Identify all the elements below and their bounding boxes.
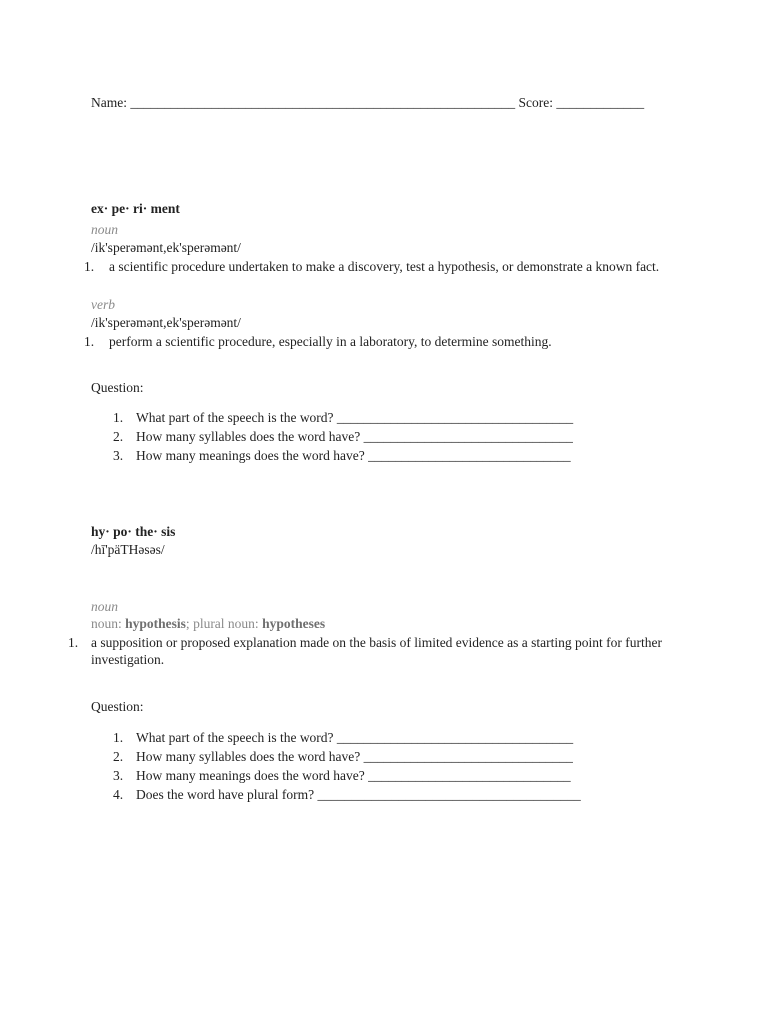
pronunciation-hypothesis: /hī'päTHəsəs/ (91, 542, 165, 557)
question-item[interactable]: How many meanings does the word have? ______________________________ (136, 448, 571, 463)
forms-separator: ; (185, 616, 190, 631)
headword-experiment: ex· pe· ri· ment (91, 201, 180, 216)
question-heading: Question: (91, 699, 144, 714)
question-heading: Question: (91, 380, 144, 395)
definition-number: 1. (84, 259, 95, 274)
question-number: 4. (113, 787, 124, 802)
question-number: 2. (113, 429, 124, 444)
name-label: Name: (91, 95, 127, 110)
headword-hypothesis: hy· po· the· sis (91, 524, 176, 539)
definition-text: a supposition or proposed explanation made on the basis of limited evidence as a starting point for further investigation. (91, 635, 662, 667)
score-label: Score: (518, 95, 553, 110)
question-number: 1. (113, 730, 124, 745)
score-blank[interactable]: _____________ (556, 95, 645, 110)
definition-number: 1. (84, 334, 95, 349)
name-blank[interactable]: _________________________________________________________ (130, 95, 516, 110)
question-item[interactable]: What part of the speech is the word? ___________________________________ (136, 730, 574, 745)
pos-noun-label: noun (91, 222, 118, 237)
question-item[interactable]: How many syllables does the word have? _______________________________ (136, 429, 573, 444)
pos-noun-label: noun (91, 599, 118, 614)
noun-forms (91, 615, 325, 633)
plural-label: plural noun: (193, 616, 259, 631)
question-item[interactable]: What part of the speech is the word? ___________________________________ (136, 410, 574, 425)
definition-text: a scientific procedure undertaken to make a discovery, test a hypothesis, or demonstrate a known fact. (109, 259, 660, 274)
question-item[interactable]: How many meanings does the word have? ______________________________ (136, 768, 571, 783)
header-row (91, 94, 644, 112)
definition-number: 1. (68, 635, 79, 650)
question-item[interactable]: Does the word have plural form? _______________________________________ (136, 787, 581, 802)
noun-form: hypothesis (125, 616, 186, 631)
question-number: 2. (113, 749, 124, 764)
pronunciation-noun: /ik'sperəmənt,ek'sperəmənt/ (91, 240, 241, 255)
question-item[interactable]: How many syllables does the word have? _______________________________ (136, 749, 573, 764)
question-number: 1. (113, 410, 124, 425)
pronunciation-verb: /ik'sperəmənt,ek'sperəmənt/ (91, 315, 241, 330)
question-number: 3. (113, 768, 124, 783)
noun-form-label: noun: (91, 616, 122, 631)
definition-text: perform a scientific procedure, especially in a laboratory, to determine something. (109, 334, 552, 349)
pos-verb-label: verb (91, 297, 115, 312)
question-number: 3. (113, 448, 124, 463)
plural-form: hypotheses (262, 616, 326, 631)
